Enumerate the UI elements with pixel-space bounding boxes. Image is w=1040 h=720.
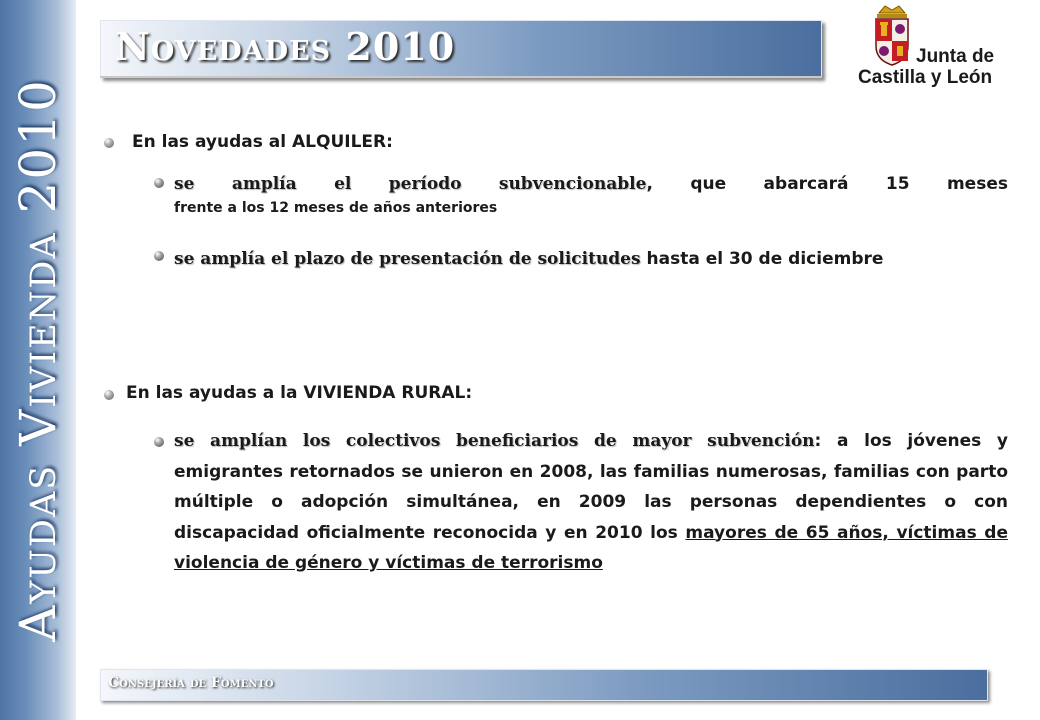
item-colectivos-underlined: mayores de 65 años, víctimas de violencia de género y víctimas de terrorismo xyxy=(174,522,1008,573)
junta-logo xyxy=(858,4,1018,94)
item-periodo-text-a: , que abarcará 15 meses xyxy=(646,174,1008,194)
item-periodo xyxy=(174,172,1008,220)
item-plazo-text: hasta el 30 de diciembre xyxy=(640,249,884,269)
logo-text-line2: Castilla y León xyxy=(858,67,993,88)
section-heading-rural: En las ayudas a la VIVIENDA RURAL: xyxy=(126,383,473,403)
footer-label: Consejería de Fomento xyxy=(108,675,274,691)
logo-text-line1: Junta de xyxy=(916,46,995,67)
bullet-icon xyxy=(104,390,114,400)
sub-bullet-icon xyxy=(154,437,164,447)
item-periodo-line1 xyxy=(174,172,1008,196)
sub-bullet-icon xyxy=(154,178,164,188)
sidebar-band xyxy=(0,0,76,720)
item-colectivos xyxy=(174,426,1008,579)
item-colectivos-emphasis: se amplían los colectivos beneficiarios de mayor subvención xyxy=(174,431,815,451)
coat-of-arms-icon xyxy=(873,4,911,68)
section-heading-alquiler: En las ayudas al ALQUILER: xyxy=(132,132,393,152)
item-periodo-line2: frente a los 12 meses de años anteriores xyxy=(174,200,498,216)
item-plazo-emphasis: se amplía el plazo de presentación de solicitudes xyxy=(174,249,641,269)
bullet-icon xyxy=(104,138,114,148)
item-plazo xyxy=(174,244,1008,275)
sub-bullet-icon xyxy=(154,251,164,261)
page-title: Novedades 2010 xyxy=(115,24,456,69)
item-colectivos-text: : a los jóvenes y emigrantes retornados se unieron en 2008, las familias numerosas, familias con parto múltiple o adopción simultánea, en 2009 las personas dependientes o con discapacidad oficialmente reconocida y en 2010 los xyxy=(174,431,1008,543)
title-underline xyxy=(100,76,822,78)
sidebar-title: Ayudas Vivienda 2010 xyxy=(9,78,67,642)
item-periodo-emphasis: se amplía el período subvencionable xyxy=(174,174,647,194)
